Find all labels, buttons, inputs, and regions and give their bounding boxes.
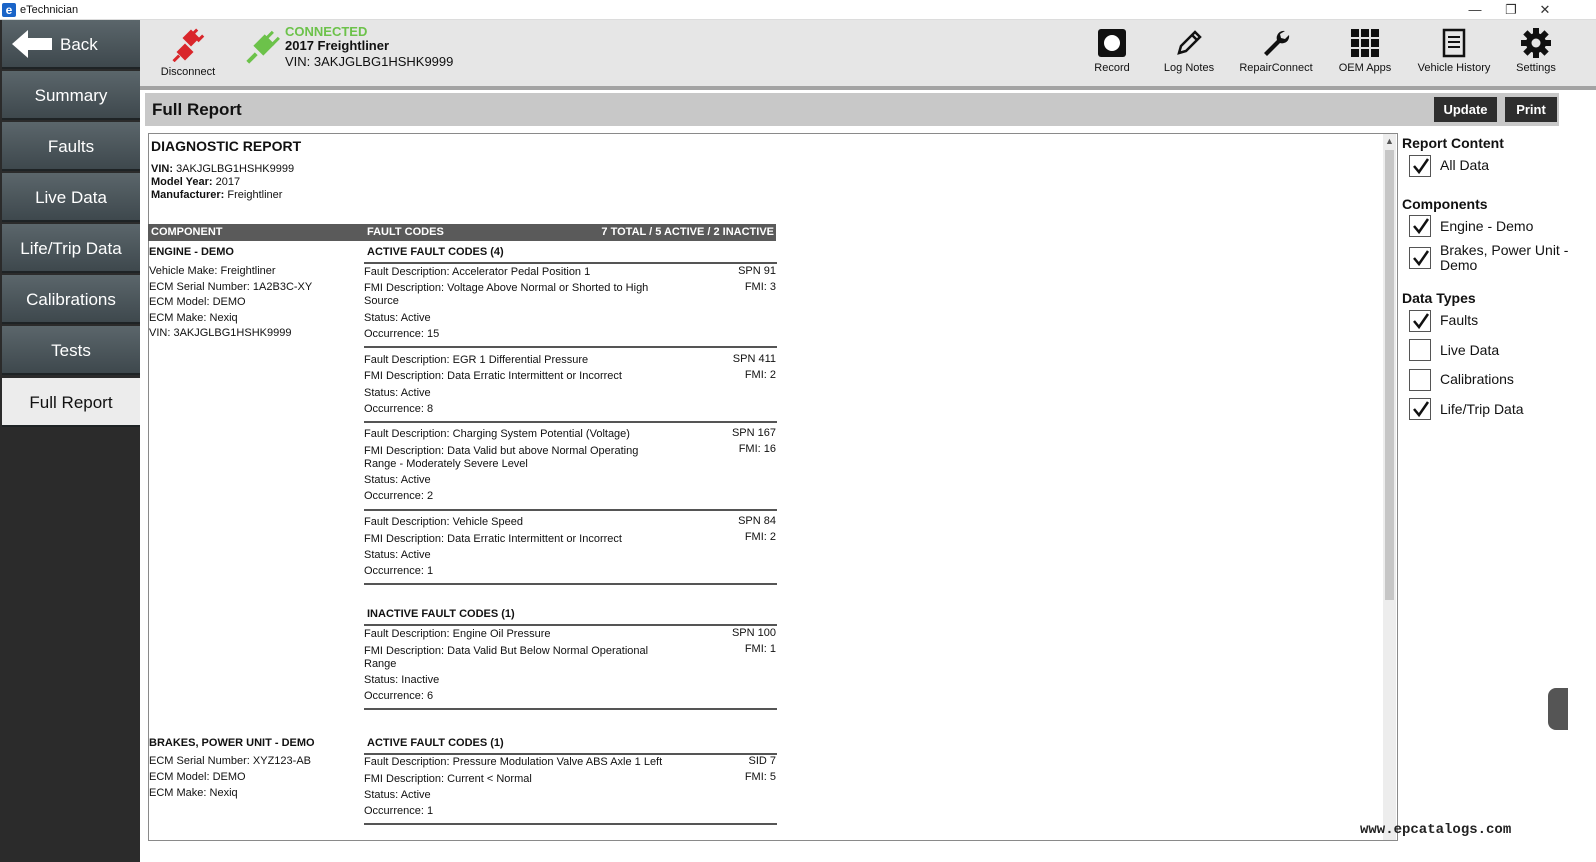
- fault-description: Fault Description: Pressure Modulation Valve ABS Axle 1 Left: [364, 756, 663, 768]
- fmi-description: FMI Description: Data Valid But Below Normal Operational: [364, 645, 649, 657]
- fault-description: Fault Description: Engine Oil Pressure: [364, 628, 551, 640]
- fault-divider: [364, 823, 777, 825]
- fault-status: Status: Inactive: [364, 674, 440, 686]
- report-content-header: Report Content: [1402, 135, 1504, 151]
- pencil-icon: [1174, 28, 1204, 58]
- oem-apps-label: OEM Apps: [1338, 62, 1392, 74]
- checkmark-icon: [1412, 157, 1430, 175]
- disconnect-label: Disconnect: [160, 66, 216, 78]
- components-header: Components: [1402, 196, 1488, 212]
- fmi-description: FMI Description: Voltage Above Normal or Shorted to High: [364, 282, 649, 294]
- print-button[interactable]: Print: [1505, 97, 1557, 122]
- gear-icon: [1521, 28, 1551, 58]
- engine-detail: ECM Serial Number: 1A2B3C-XY: [149, 281, 313, 293]
- disconnect-plug-icon: [171, 28, 205, 62]
- engine-detail: Vehicle Make: Freightliner: [149, 265, 276, 277]
- engine-detail: VIN: 3AKJGLBG1HSHK9999: [149, 327, 292, 339]
- scroll-up-icon[interactable]: ▲: [1385, 136, 1394, 146]
- repairconnect-label: RepairConnect: [1239, 62, 1313, 74]
- fault-divider: [364, 708, 777, 710]
- fault-fmi: FMI: 1: [744, 643, 776, 655]
- sidebar-item-tests[interactable]: Tests: [2, 326, 140, 375]
- report-doc-title: DIAGNOSTIC REPORT: [151, 138, 302, 154]
- fault-totals: 7 TOTAL / 5 ACTIVE / 2 INACTIVE: [601, 226, 774, 238]
- fault-description: Fault Description: Charging System Potential (Voltage): [364, 428, 630, 440]
- sidebar-item-live-data[interactable]: Live Data: [2, 173, 140, 222]
- fault-code: SID 7: [748, 755, 776, 767]
- sidebar-item-faults[interactable]: Faults: [2, 122, 140, 171]
- report-manufacturer: Manufacturer: Freightliner: [151, 189, 283, 201]
- report-vin: VIN: 3AKJGLBG1HSHK9999: [151, 163, 295, 175]
- fault-occurrence: Occurrence: 6: [364, 690, 434, 702]
- fault-code: SPN 100: [731, 627, 776, 639]
- fault-divider: [364, 583, 777, 585]
- record-icon: [1097, 28, 1127, 58]
- engine-detail: ECM Make: Nexiq: [149, 312, 238, 324]
- vehicle-history-button[interactable]: [1414, 26, 1494, 82]
- fault-divider: [364, 346, 777, 348]
- life-trip-data-checkbox[interactable]: [1409, 398, 1431, 420]
- all-data-checkbox[interactable]: [1409, 155, 1431, 177]
- engine-demo-checkbox[interactable]: [1409, 215, 1431, 237]
- fault-status: Status: Active: [364, 387, 431, 399]
- checkmark-icon: [1412, 249, 1430, 267]
- brakes-active-header: ACTIVE FAULT CODES (1): [367, 737, 504, 749]
- faults-label: Faults: [1440, 312, 1479, 328]
- report-header: [145, 93, 1559, 126]
- sidebar: [0, 20, 140, 862]
- fmi-description: FMI Description: Data Erratic Intermittent or Incorrect: [364, 533, 622, 545]
- update-button[interactable]: Update: [1434, 97, 1497, 122]
- fault-occurrence: Occurrence: 8: [364, 403, 434, 415]
- engine-active-header: ACTIVE FAULT CODES (4): [367, 246, 504, 258]
- page-title: Full Report: [152, 100, 242, 119]
- report-column-header: [148, 224, 776, 241]
- fault-description: Fault Description: Vehicle Speed: [364, 516, 523, 528]
- fault-fmi: FMI: 3: [744, 281, 776, 293]
- fault-status: Status: Active: [364, 549, 431, 561]
- record-button[interactable]: [1084, 26, 1140, 82]
- window-title: eTechnician: [20, 4, 79, 16]
- report-scrollbar-thumb[interactable]: [1385, 150, 1394, 600]
- toolbar-divider: [140, 86, 1596, 90]
- fault-code: SPN 91: [738, 265, 776, 277]
- calibrations-label: Calibrations: [1440, 371, 1514, 387]
- fault-status: Status: Active: [364, 789, 431, 801]
- checkmark-icon: [1412, 312, 1430, 330]
- log-notes-label: Log Notes: [1163, 62, 1215, 74]
- connection-status: CONNECTED: [285, 24, 368, 39]
- vehicle-name: 2017 Freightliner: [285, 38, 390, 53]
- sidebar-item-calibrations[interactable]: Calibrations: [2, 275, 140, 324]
- report-model-year: Model Year: 2017: [151, 176, 241, 188]
- disconnect-button[interactable]: [156, 26, 220, 82]
- connected-plug-icon: [244, 28, 280, 64]
- fault-fmi: FMI: 2: [744, 369, 776, 381]
- fault-code: SPN 411: [732, 353, 776, 365]
- checkmark-icon: [1412, 400, 1430, 418]
- component-engine-name: ENGINE - DEMO: [149, 246, 234, 258]
- repairconnect-button[interactable]: [1236, 26, 1316, 82]
- brakes-detail: ECM Serial Number: XYZ123-AB: [149, 755, 311, 767]
- document-icon: [1439, 28, 1469, 58]
- fault-occurrence: Occurrence: 1: [364, 565, 434, 577]
- minimize-button[interactable]: —: [1468, 2, 1482, 17]
- fault-fmi: FMI: 2: [744, 531, 776, 543]
- section-rule: [364, 624, 777, 626]
- brakes-demo-checkbox[interactable]: [1409, 247, 1431, 269]
- settings-label: Settings: [1516, 62, 1556, 74]
- fault-occurrence: Occurrence: 1: [364, 805, 434, 817]
- fault-divider: [364, 421, 777, 423]
- side-drawer-tab[interactable]: [1548, 688, 1568, 730]
- sidebar-item-full-report[interactable]: Full Report: [2, 378, 140, 427]
- engine-inactive-header: INACTIVE FAULT CODES (1): [367, 608, 515, 620]
- fault-fmi: FMI: 16: [738, 443, 776, 455]
- section-rule: [364, 262, 777, 264]
- window-titlebar: [0, 0, 1596, 20]
- fault-codes-column-header: FAULT CODES: [367, 226, 444, 238]
- sidebar-item-summary[interactable]: Summary: [2, 71, 140, 120]
- fault-status: Status: Active: [364, 474, 431, 486]
- watermark: www.epcatalogs.com: [1360, 822, 1512, 838]
- fault-code: SPN 84: [738, 515, 776, 527]
- log-notes-button[interactable]: [1158, 26, 1220, 82]
- close-button[interactable]: ✕: [1539, 2, 1551, 17]
- fault-description: Fault Description: EGR 1 Differential Pressure: [364, 354, 589, 366]
- fault-code: SPN 167: [731, 427, 776, 439]
- checkmark-icon: [1412, 217, 1430, 235]
- engine-detail: ECM Model: DEMO: [149, 296, 246, 308]
- app-logo-icon: e: [2, 3, 16, 17]
- data-types-header: Data Types: [1402, 290, 1476, 306]
- fmi-description: FMI Description: Data Erratic Intermittent or Incorrect: [364, 370, 622, 382]
- settings-button[interactable]: [1508, 26, 1564, 82]
- vehicle-history-label: Vehicle History: [1417, 62, 1491, 74]
- brakes-detail: ECM Make: Nexiq: [149, 787, 238, 799]
- back-button[interactable]: [2, 20, 140, 69]
- fault-occurrence: Occurrence: 15: [364, 328, 440, 340]
- restore-button[interactable]: ❐: [1505, 2, 1517, 17]
- fault-occurrence: Occurrence: 2: [364, 490, 434, 502]
- back-label: Back: [60, 35, 98, 54]
- grid-icon: [1350, 28, 1380, 58]
- toolbar: [140, 20, 1596, 86]
- faults-checkbox[interactable]: [1409, 310, 1431, 332]
- live-data-label: Live Data: [1440, 342, 1500, 358]
- oem-apps-button[interactable]: [1334, 26, 1396, 82]
- brakes-demo-label-line2: Demo: [1440, 257, 1478, 273]
- fault-fmi: FMI: 5: [744, 771, 776, 783]
- back-arrow-icon: [12, 30, 54, 58]
- live-data-checkbox[interactable]: [1409, 339, 1431, 361]
- record-label: Record: [1094, 62, 1130, 74]
- vehicle-vin: VIN: 3AKJGLBG1HSHK9999: [285, 54, 454, 69]
- sidebar-item-life-trip-data[interactable]: Life/Trip Data: [2, 224, 140, 273]
- fmi-description: Source: [364, 295, 399, 307]
- engine-demo-label: Engine - Demo: [1440, 218, 1534, 234]
- life-trip-data-label: Life/Trip Data: [1440, 401, 1524, 417]
- fault-status: Status: Active: [364, 312, 431, 324]
- wrench-icon: [1261, 28, 1291, 58]
- component-brakes-name: BRAKES, POWER UNIT - DEMO: [149, 737, 315, 749]
- brakes-detail: ECM Model: DEMO: [149, 771, 246, 783]
- fault-divider: [364, 509, 777, 511]
- fmi-description: Range: [364, 658, 397, 670]
- fmi-description: Range - Moderately Severe Level: [364, 458, 528, 470]
- fmi-description: FMI Description: Current < Normal: [364, 773, 532, 785]
- brakes-demo-label: Brakes, Power Unit -: [1440, 242, 1569, 258]
- fault-description: Fault Description: Accelerator Pedal Position 1: [364, 266, 591, 278]
- fmi-description: FMI Description: Data Valid but above Normal Operating: [364, 445, 639, 457]
- calibrations-checkbox[interactable]: [1409, 369, 1431, 391]
- component-column-header: COMPONENT: [151, 226, 223, 238]
- all-data-label: All Data: [1440, 157, 1490, 173]
